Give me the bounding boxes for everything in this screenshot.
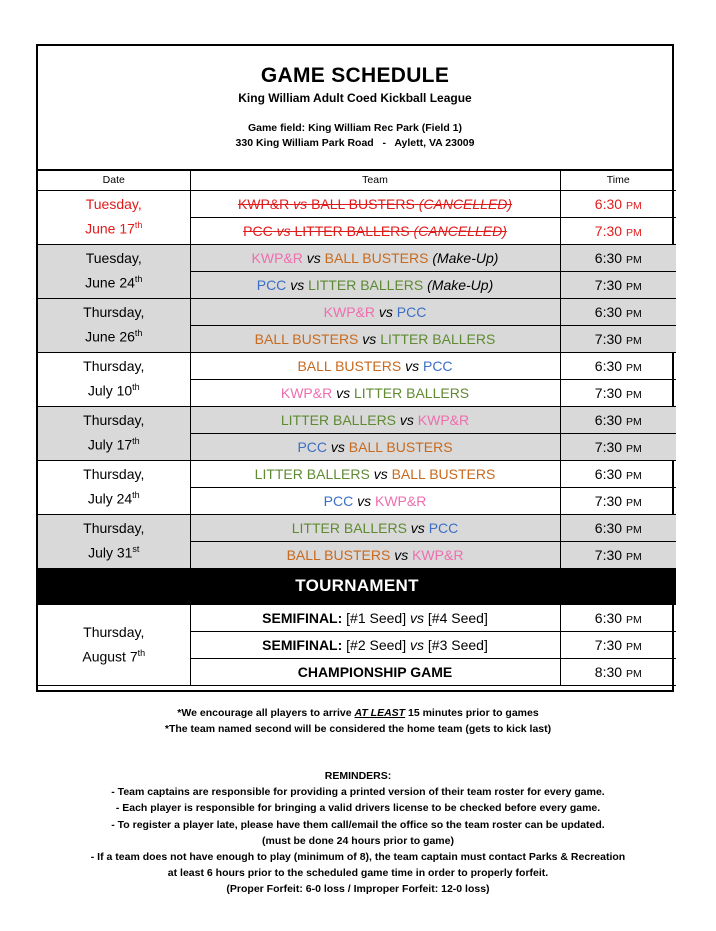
time-ampm: PM <box>625 361 642 374</box>
team-name: LITTER BALLERS <box>254 465 370 482</box>
reminder-line: (Proper Forfeit: 6-0 loss / Improper Forfeit: 12-0 loss) <box>226 883 490 896</box>
team-name: PCC <box>428 519 459 536</box>
seed-label: [#4 Seed] <box>427 609 488 626</box>
team-name: PCC <box>256 276 287 293</box>
notes <box>0 705 716 737</box>
game-note: (CANCELLED) <box>418 195 513 212</box>
column-header-row <box>38 171 676 190</box>
game-time <box>560 271 676 298</box>
team-name: KWP&R <box>251 249 303 266</box>
round-label: SEMIFINAL: <box>262 609 343 626</box>
matchup <box>190 514 560 541</box>
time-value: 7:30 <box>594 276 623 293</box>
home-team-note: *The team named second will be considered the home team (gets to kick last) <box>164 723 552 736</box>
game-note: (CANCELLED) <box>413 222 507 239</box>
time-ampm: PM <box>625 253 642 266</box>
matchup <box>190 352 560 379</box>
time-ampm: PM <box>625 334 642 347</box>
date-day: July 24 <box>87 490 133 507</box>
team-name: BALL BUSTERS <box>297 357 402 374</box>
time-value: 7:30 <box>594 438 623 455</box>
time-ampm: PM <box>625 280 642 293</box>
game-row <box>38 352 676 379</box>
game-date <box>38 190 190 244</box>
game-date <box>38 514 190 568</box>
game-row <box>38 298 676 325</box>
time-value: 6:30 <box>594 411 623 428</box>
time-ampm: PM <box>625 496 642 509</box>
reminder-line: - Team captains are responsible for providing a printed version of their team roster for every game. <box>111 786 605 799</box>
matchup <box>190 658 560 685</box>
vs-label: vs <box>378 303 393 320</box>
round-label: CHAMPIONSHIP GAME <box>297 663 453 680</box>
matchup <box>190 541 560 568</box>
date-day: July 17 <box>87 436 133 453</box>
date-day: June 24 <box>85 274 135 291</box>
team-name: KWP&R <box>237 195 290 212</box>
team-name: KWP&R <box>412 546 464 563</box>
game-time <box>560 352 676 379</box>
field-address: 330 King William Park Road - Aylett, VA 23009 <box>235 137 475 149</box>
date-weekday: Tuesday, <box>85 196 142 213</box>
game-time <box>560 325 676 352</box>
reminder-line: - Each player is responsible for bringing a valid drivers license to be checked before every game. <box>115 802 601 815</box>
vs-label: vs <box>293 195 308 212</box>
game-time <box>560 658 676 685</box>
vs-label: vs <box>405 357 420 374</box>
team-name: BALL BUSTERS <box>254 330 359 347</box>
team-name: PCC <box>297 438 328 455</box>
arrival-note: *We encourage all players to arrive AT LEAST 15 minutes prior to games <box>177 707 539 719</box>
time-ampm: PM <box>625 199 642 212</box>
column-header-team: Team <box>190 171 560 190</box>
schedule-header <box>38 46 672 171</box>
vs-label: vs <box>290 276 305 293</box>
reminder-line: (must be done 24 hours prior to game) <box>262 834 454 847</box>
matchup <box>190 460 560 487</box>
game-date <box>38 604 190 685</box>
time-value: 6:30 <box>594 195 623 212</box>
time-ampm: PM <box>625 415 642 428</box>
game-note: (Make-Up) <box>427 276 494 293</box>
page-title: GAME SCHEDULE <box>260 64 450 87</box>
time-ampm: PM <box>625 469 642 482</box>
date-suffix: st <box>132 544 140 555</box>
seed-label: [#1 Seed] <box>346 609 407 626</box>
game-row <box>38 244 676 271</box>
game-time <box>560 298 676 325</box>
vs-label: vs <box>306 249 321 266</box>
matchup <box>190 604 560 631</box>
matchup <box>190 190 560 217</box>
matchup <box>190 217 560 244</box>
date-suffix: th <box>137 647 146 658</box>
game-note: (Make-Up) <box>432 249 499 266</box>
schedule-frame <box>36 44 674 692</box>
team-name: BALL BUSTERS <box>391 465 496 482</box>
date-day: June 26 <box>85 328 135 345</box>
time-ampm: PM <box>625 667 642 680</box>
time-value: 7:30 <box>594 384 623 401</box>
team-name: BALL BUSTERS <box>324 249 429 266</box>
team-name: LITTER BALLERS <box>294 222 410 239</box>
game-time <box>560 514 676 541</box>
vs-label: vs <box>362 330 377 347</box>
vs-label: vs <box>410 636 424 653</box>
vs-label: vs <box>394 546 409 563</box>
game-date <box>38 460 190 514</box>
time-value: 6:30 <box>594 303 623 320</box>
game-row <box>38 406 676 433</box>
time-value: 6:30 <box>594 519 623 536</box>
time-value: 7:30 <box>594 222 623 239</box>
team-name: PCC <box>422 357 453 374</box>
vs-label: vs <box>373 465 388 482</box>
date-day: July 10 <box>87 382 133 399</box>
vs-label: vs <box>330 438 345 455</box>
team-name: LITTER BALLERS <box>280 411 397 428</box>
time-value: 7:30 <box>594 636 623 653</box>
game-field: Game field: King William Rec Park (Field 1) <box>247 122 463 134</box>
time-value: 6:30 <box>594 609 623 626</box>
game-row <box>38 460 676 487</box>
time-value: 7:30 <box>594 492 623 509</box>
vs-label: vs <box>410 609 424 626</box>
date-suffix: th <box>132 436 140 447</box>
time-value: 6:30 <box>594 357 623 374</box>
matchup <box>190 244 560 271</box>
time-ampm: PM <box>625 388 642 401</box>
game-date <box>38 298 190 352</box>
date-weekday: Thursday, <box>83 304 145 321</box>
tournament-header-row <box>38 568 676 604</box>
time-value: 7:30 <box>594 546 623 563</box>
date-day: June 17 <box>85 220 135 237</box>
game-row <box>38 514 676 541</box>
date-day: August 7 <box>82 648 138 665</box>
game-row <box>38 190 676 217</box>
date-weekday: Thursday, <box>83 412 145 429</box>
matchup <box>190 325 560 352</box>
team-name: BALL BUSTERS <box>286 546 391 563</box>
seed-label: [#3 Seed] <box>427 636 488 653</box>
team-name: BALL BUSTERS <box>311 195 415 212</box>
vs-label: vs <box>336 384 351 401</box>
schedule-table <box>38 171 676 686</box>
game-time <box>560 217 676 244</box>
time-ampm: PM <box>625 226 642 239</box>
date-day: July 31 <box>88 544 133 561</box>
game-date <box>38 406 190 460</box>
matchup <box>190 433 560 460</box>
round-label: SEMIFINAL: <box>262 636 343 653</box>
game-time <box>560 244 676 271</box>
column-header-date: Date <box>38 171 190 190</box>
time-value: 7:30 <box>594 330 623 347</box>
game-time <box>560 541 676 568</box>
game-date <box>38 244 190 298</box>
time-ampm: PM <box>625 523 642 536</box>
date-suffix: th <box>134 274 143 285</box>
date-suffix: th <box>134 220 143 231</box>
date-suffix: th <box>132 490 140 501</box>
team-name: LITTER BALLERS <box>308 276 424 293</box>
reminders-heading: REMINDERS: <box>324 770 392 782</box>
emphasis-text: AT LEAST <box>354 707 406 719</box>
date-weekday: Thursday, <box>83 466 145 483</box>
team-name: LITTER BALLERS <box>380 330 496 347</box>
game-time <box>560 604 676 631</box>
time-value: 8:30 <box>594 663 623 680</box>
vs-label: vs <box>399 411 414 428</box>
time-ampm: PM <box>625 640 642 653</box>
matchup <box>190 271 560 298</box>
vs-label: vs <box>357 492 372 509</box>
reminder-line: - To register a player late, please have them call/email the office so the team roster can be updated. <box>111 818 605 831</box>
matchup <box>190 406 560 433</box>
tournament-heading: TOURNAMENT <box>38 568 676 604</box>
time-ampm: PM <box>625 307 642 320</box>
game-time <box>560 406 676 433</box>
date-weekday: Thursday, <box>83 623 145 640</box>
vs-label: vs <box>410 519 425 536</box>
date-weekday: Tuesday, <box>85 250 142 267</box>
team-name: LITTER BALLERS <box>291 519 407 536</box>
date-weekday: Thursday, <box>83 520 145 537</box>
team-name: LITTER BALLERS <box>353 384 470 401</box>
matchup <box>190 631 560 658</box>
reminder-line: - If a team does not have enough to play (minimum of 8), the team captain must contact Parks & Recreation <box>90 851 626 864</box>
game-time <box>560 460 676 487</box>
matchup <box>190 298 560 325</box>
league-name: King William Adult Coed Kickball League <box>238 91 472 105</box>
reminder-line: at least 6 hours prior to the scheduled game time in order to properly forfeit. <box>167 867 549 880</box>
game-time <box>560 487 676 514</box>
matchup <box>190 487 560 514</box>
date-suffix: th <box>134 328 143 339</box>
reminders <box>0 768 716 898</box>
date-weekday: Thursday, <box>83 358 145 375</box>
tournament-row <box>38 604 676 631</box>
team-name: PCC <box>396 303 427 320</box>
game-time <box>560 433 676 460</box>
time-value: 6:30 <box>594 249 623 266</box>
time-value: 6:30 <box>594 465 623 482</box>
time-ampm: PM <box>625 442 642 455</box>
seed-label: [#2 Seed] <box>346 636 407 653</box>
game-time <box>560 379 676 406</box>
matchup <box>190 379 560 406</box>
game-date <box>38 352 190 406</box>
team-name: KWP&R <box>323 303 375 320</box>
time-ampm: PM <box>625 613 642 626</box>
team-name: PCC <box>243 222 273 239</box>
team-name: KWP&R <box>417 411 470 428</box>
date-suffix: th <box>132 382 140 393</box>
column-header-time: Time <box>560 171 676 190</box>
vs-label: vs <box>276 222 291 239</box>
team-name: KWP&R <box>375 492 427 509</box>
time-ampm: PM <box>625 550 642 563</box>
team-name: PCC <box>323 492 354 509</box>
team-name: KWP&R <box>280 384 333 401</box>
game-time <box>560 631 676 658</box>
team-name: BALL BUSTERS <box>348 438 453 455</box>
game-time <box>560 190 676 217</box>
